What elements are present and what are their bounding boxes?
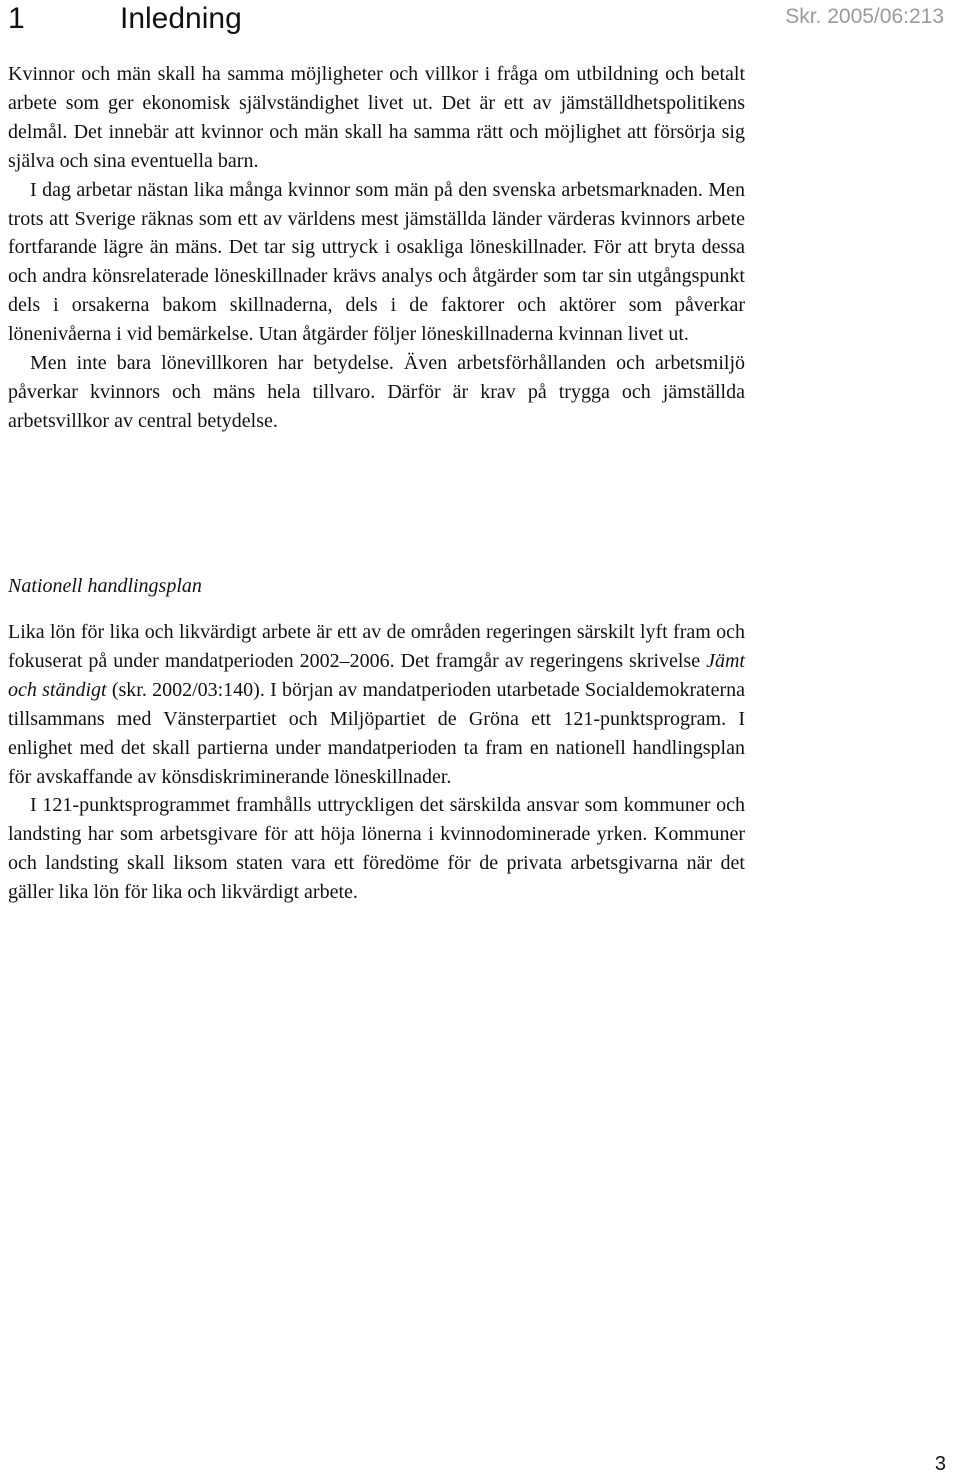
section-heading: Nationell handlingsplan [8,575,202,597]
action-plan-section [8,618,745,907]
intro-section [8,60,745,436]
chapter-number: 1 [8,2,25,35]
publication-title: Jämt och ständigt [8,649,745,701]
action-plan-paragraph-2: I 121-punktsprogrammet framhålls uttryckligen det särskilda ansvar som kommuner och landsting har som arbetsgivare för att höja lönerna i kvinnodominerade yrken. Kommuner och landsting skall liksom staten vara ett föredöme för de privata arbetsgivarna när det gäller lika lön för lika och likvärdigt arbete. [8,794,745,904]
paragraph-text-start: Lika lön för lika och likvärdigt arbete är ett av de områden regeringen särskilt lyft fram och fokuserat på under mandatperioden 2002–2006. Det framgår av regeringens skrivelse [8,621,745,672]
paragraph-text-end: (skr. 2002/03:140). I början av mandatperioden utarbetade Socialdemokraterna tillsammans med Vänsterpartiet och Miljöpartiet de Gröna ett 121-punktsprogram. I enlighet med det skall partierna under mandatperioden ta fram en nationell handlingsplan för avskaffande av könsdiskriminerande löneskillnader. [8,678,745,788]
intro-paragraph-2: I dag arbetar nästan lika många kvinnor som män på den svenska arbetsmarknaden. Men trots att Sverige räknas som ett av världens mest jämställda länder värderas kvinnors arbete fortfarande lägre än mäns. Det tar sig uttryck i osakliga löneskillnader. För att bryta dessa och andra könsrelaterade löneskillnader krävs analys och åtgärder som tar sin utgångspunkt dels i orsakerna bakom skillnaderna, dels i de faktorer och aktörer som påverkar lönenivåerna i vid bemärkelse. Utan åtgärder följer löneskillnaderna kvinnan livet ut. [8,178,745,346]
document-reference: Skr. 2005/06:213 [785,5,944,28]
chapter-title: Inledning [120,2,242,35]
action-plan-paragraph-1 [8,618,745,791]
intro-paragraph-3: Men inte bara lönevillkoren har betydelse. Även arbetsförhållanden och arbetsmiljö påverkar kvinnors och mäns hela tillvaro. Därför är krav på trygga och jämställda arbetsvillkor av central betydelse. [8,352,745,432]
chapter-heading [8,0,242,38]
page-number: 3 [934,1453,946,1475]
intro-paragraph-1: Kvinnor och män skall ha samma möjligheter och villkor i fråga om utbildning och betalt arbete som ger ekonomisk självständighet livet ut. Det är ett av jämställdhetspolitikens delmål. Det innebär att kvinnor och män skall ha samma rätt och möjlighet att försörja sig själva och sina eventuella barn. [8,63,745,172]
